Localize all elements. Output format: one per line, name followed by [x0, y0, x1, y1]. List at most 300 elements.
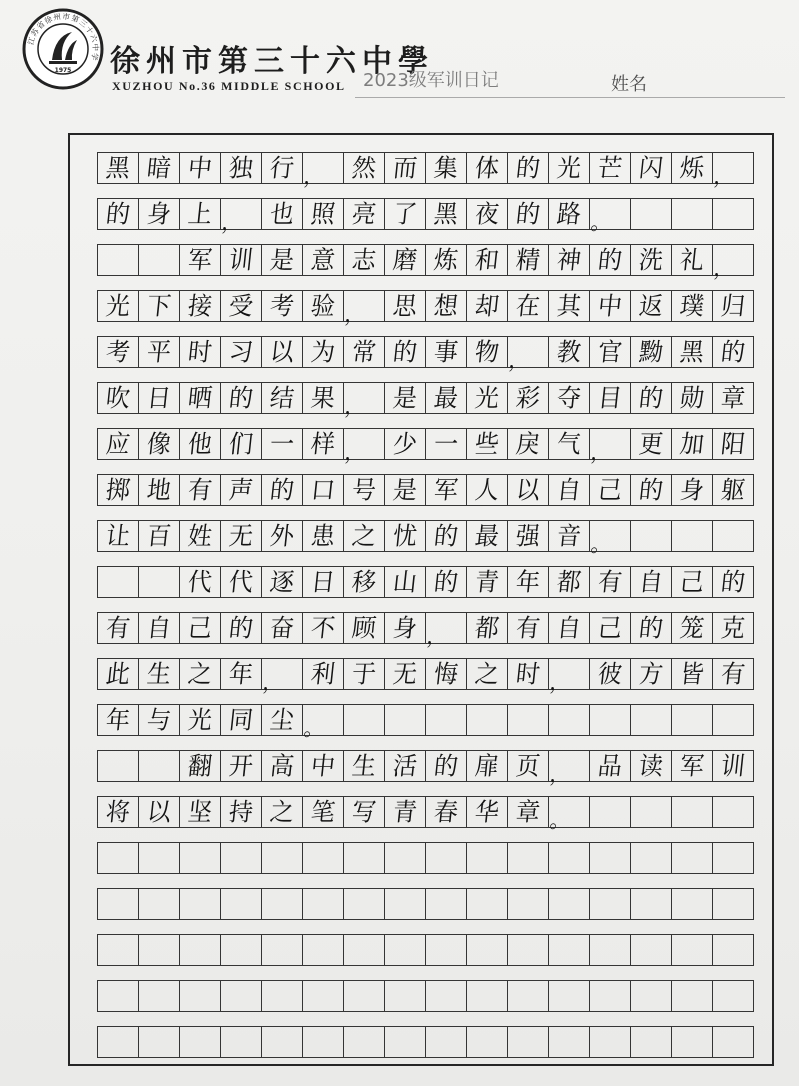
handwritten-character: 青	[473, 567, 501, 597]
handwritten-character: 芒	[596, 153, 624, 183]
grid-cell	[672, 198, 713, 230]
grid-cell	[467, 290, 508, 322]
grid-cell	[508, 888, 549, 920]
handwritten-character: 生	[145, 659, 173, 689]
handwritten-character: 身	[391, 613, 419, 643]
handwritten-character: 礼	[678, 245, 706, 275]
grid-cell	[713, 290, 754, 322]
grid-cell	[549, 428, 590, 460]
handwritten-character: 晒	[186, 383, 214, 413]
grid-row	[97, 244, 753, 281]
grid-row	[97, 336, 753, 373]
handwritten-character: 有	[719, 659, 747, 689]
grid-cell	[385, 198, 426, 230]
grid-cell	[672, 428, 713, 460]
grid-cell	[549, 198, 590, 230]
grid-cell	[221, 336, 262, 368]
grid-cell	[549, 336, 590, 368]
handwritten-character: 持	[227, 797, 255, 827]
grid-cell	[344, 336, 385, 368]
grid-cell	[507, 336, 549, 373]
handwritten-character: 。	[548, 807, 572, 833]
grid-cell	[508, 612, 549, 644]
handwritten-character: 结	[268, 383, 296, 413]
handwritten-character: 华	[473, 797, 501, 827]
grid-cell	[139, 198, 180, 230]
handwritten-character: 璞	[678, 291, 706, 321]
grid-cell	[221, 934, 262, 966]
handwritten-character: 彼	[596, 659, 624, 689]
grid-cell	[713, 612, 754, 644]
grid-cell	[343, 382, 385, 419]
handwritten-character: 验	[309, 291, 337, 321]
grid-cell	[549, 152, 590, 184]
grid-cell	[426, 934, 467, 966]
grid-cell	[549, 888, 590, 920]
grid-cell	[385, 336, 426, 368]
grid-row	[97, 152, 753, 189]
grid-cell	[425, 612, 467, 649]
handwritten-character: 最	[432, 383, 460, 413]
handwritten-character: 阳	[719, 429, 747, 459]
grid-cell	[426, 796, 467, 828]
grid-cell	[262, 612, 303, 644]
grid-cell	[713, 474, 754, 506]
grid-cell	[713, 1026, 754, 1058]
grid-cell	[98, 520, 139, 552]
handwritten-character: 的	[637, 383, 665, 413]
grid-cell	[98, 750, 139, 782]
handwritten-character: 物	[473, 337, 501, 367]
grid-cell	[221, 842, 262, 874]
handwritten-character: 最	[473, 521, 501, 551]
handwritten-character: 暗	[145, 153, 173, 183]
grid-cell	[262, 980, 303, 1012]
handwritten-character: 皆	[678, 659, 706, 689]
grid-cell	[713, 428, 754, 460]
grid-cell	[344, 842, 385, 874]
grid-cell	[672, 658, 713, 690]
grid-cell	[180, 152, 221, 184]
grid-cell	[426, 888, 467, 920]
handwritten-character: ，	[548, 761, 572, 787]
grid-cell	[98, 1026, 139, 1058]
handwritten-character: 行	[268, 153, 296, 183]
grid-cell	[590, 474, 631, 506]
handwritten-character: 不	[309, 613, 337, 643]
grid-cell	[344, 704, 385, 736]
grid-row	[97, 750, 753, 787]
grid-cell	[631, 520, 672, 552]
handwritten-character: 品	[596, 751, 624, 781]
grid-cell	[180, 290, 221, 322]
diary-title: 2023级军训日记	[363, 70, 499, 91]
grid-cell	[549, 1026, 590, 1058]
grid-cell	[98, 336, 139, 368]
grid-cell	[221, 474, 262, 506]
grid-cell	[426, 842, 467, 874]
grid-cell	[262, 474, 303, 506]
handwritten-character: 页	[514, 751, 542, 781]
grid-cell	[590, 382, 631, 414]
grid-cell	[385, 980, 426, 1012]
handwritten-character: 的	[227, 383, 255, 413]
grid-cell	[262, 888, 303, 920]
grid-row	[97, 888, 753, 920]
grid-cell	[139, 474, 180, 506]
grid-cell	[385, 934, 426, 966]
handwritten-character: 之	[473, 659, 501, 689]
grid-cell	[426, 152, 467, 184]
grid-cell	[631, 888, 672, 920]
handwritten-character: 之	[350, 521, 378, 551]
grid-cell	[385, 842, 426, 874]
name-label: 姓名	[611, 74, 647, 95]
grid-cell	[180, 842, 221, 874]
grid-cell	[262, 336, 303, 368]
handwritten-character: 一	[268, 429, 296, 459]
grid-cell	[303, 198, 344, 230]
grid-cell	[139, 290, 180, 322]
handwritten-character: 与	[145, 705, 173, 735]
grid-row	[97, 566, 753, 598]
grid-cell	[344, 888, 385, 920]
grid-cell	[180, 566, 221, 598]
handwritten-character: 以	[145, 797, 173, 827]
handwritten-character: 章	[719, 383, 747, 413]
grid-cell	[549, 980, 590, 1012]
handwritten-character: 军	[186, 245, 214, 275]
grid-cell	[98, 382, 139, 414]
grid-cell	[589, 520, 631, 557]
handwritten-character: ，	[343, 301, 367, 327]
handwritten-character: 黑	[104, 153, 132, 183]
grid-cell	[139, 566, 180, 598]
handwritten-character: 都	[555, 567, 583, 597]
grid-cell	[549, 934, 590, 966]
handwritten-character: 年	[104, 705, 132, 735]
grid-cell	[303, 750, 344, 782]
grid-cell	[139, 336, 180, 368]
handwritten-character: 果	[309, 383, 337, 413]
grid-row	[97, 198, 753, 235]
grid-cell	[303, 244, 344, 276]
handwritten-character: 此	[104, 659, 132, 689]
handwritten-character: 青	[391, 797, 419, 827]
grid-cell	[426, 658, 467, 690]
grid-row	[97, 658, 753, 695]
handwritten-character: 。	[589, 209, 613, 235]
grid-cell	[344, 474, 385, 506]
grid-cell	[98, 474, 139, 506]
grid-cell	[713, 704, 754, 736]
handwritten-character: ，	[712, 163, 736, 189]
handwritten-character: 接	[186, 291, 214, 321]
grid-cell	[426, 750, 467, 782]
grid-cell	[508, 796, 549, 828]
grid-cell	[180, 980, 221, 1012]
grid-cell	[344, 980, 385, 1012]
grid-cell	[180, 198, 221, 230]
grid-row	[97, 290, 753, 327]
grid-cell	[467, 612, 508, 644]
grid-cell	[303, 612, 344, 644]
handwritten-character: 让	[104, 521, 132, 551]
handwritten-character: 黑	[678, 337, 706, 367]
handwritten-character: 和	[473, 245, 501, 275]
handwritten-character: 时	[186, 337, 214, 367]
grid-cell	[139, 842, 180, 874]
grid-cell	[221, 888, 262, 920]
handwritten-character: 忧	[391, 521, 419, 551]
grid-cell	[508, 198, 549, 230]
grid-cell	[303, 658, 344, 690]
grid-cell	[508, 658, 549, 690]
grid-cell	[467, 474, 508, 506]
grid-cell	[631, 244, 672, 276]
grid-row	[97, 934, 753, 966]
grid-cell	[713, 888, 754, 920]
handwritten-character: ，	[589, 439, 613, 465]
handwritten-character: 活	[391, 751, 419, 781]
handwritten-character: 的	[719, 337, 747, 367]
handwritten-character: 照	[309, 199, 337, 229]
handwritten-character: 写	[350, 797, 378, 827]
grid-cell	[631, 704, 672, 736]
grid-cell	[385, 244, 426, 276]
grid-cell	[385, 152, 426, 184]
handwritten-character: 官	[596, 337, 624, 367]
grid-cell	[180, 750, 221, 782]
grid-cell	[590, 842, 631, 874]
handwritten-character: ，	[343, 393, 367, 419]
grid-cell	[713, 796, 754, 828]
grid-cell	[180, 658, 221, 690]
handwritten-character: 考	[268, 291, 296, 321]
handwritten-character: 些	[473, 429, 501, 459]
handwritten-character: 亮	[350, 199, 378, 229]
handwritten-character: 思	[391, 291, 419, 321]
handwritten-character: 笼	[678, 613, 706, 643]
grid-cell	[139, 520, 180, 552]
handwritten-character: 磨	[391, 245, 419, 275]
grid-cell	[467, 704, 508, 736]
handwritten-character: 同	[227, 705, 255, 735]
grid-cell	[426, 1026, 467, 1058]
handwritten-character: 逐	[268, 567, 296, 597]
handwritten-character: 想	[432, 291, 460, 321]
grid-cell	[713, 198, 754, 230]
grid-cell	[672, 796, 713, 828]
grid-cell	[385, 474, 426, 506]
grid-cell	[713, 750, 754, 782]
handwritten-character: ，	[302, 163, 326, 189]
grid-cell	[672, 842, 713, 874]
handwritten-character: 时	[514, 659, 542, 689]
handwritten-character: 的	[596, 245, 624, 275]
grid-cell	[508, 934, 549, 966]
grid-cell	[385, 704, 426, 736]
grid-row	[97, 796, 753, 833]
grid-cell	[631, 198, 672, 230]
grid-cell	[672, 1026, 713, 1058]
handwritten-character: 像	[145, 429, 173, 459]
grid-cell	[139, 612, 180, 644]
grid-cell	[221, 244, 262, 276]
handwritten-character: 了	[391, 199, 419, 229]
handwritten-character: 有	[596, 567, 624, 597]
grid-cell	[631, 336, 672, 368]
grid-cell	[344, 658, 385, 690]
grid-cell	[508, 566, 549, 598]
handwritten-character: 在	[514, 291, 542, 321]
grid-cell	[385, 888, 426, 920]
grid-cell	[220, 198, 262, 235]
grid-cell	[712, 152, 754, 189]
grid-cell	[139, 750, 180, 782]
grid-cell	[426, 382, 467, 414]
grid-cell	[344, 1026, 385, 1058]
grid-cell	[139, 428, 180, 460]
handwritten-character: 的	[514, 199, 542, 229]
handwritten-character: ，	[507, 347, 531, 373]
handwritten-character: 光	[555, 153, 583, 183]
grid-cell	[385, 1026, 426, 1058]
grid-row	[97, 382, 753, 419]
handwritten-character: 山	[391, 567, 419, 597]
grid-cell	[426, 474, 467, 506]
grid-cell	[221, 520, 262, 552]
handwritten-character: 顾	[350, 613, 378, 643]
grid-row	[97, 1026, 753, 1058]
grid-cell	[344, 244, 385, 276]
grid-cell	[139, 980, 180, 1012]
grid-cell	[467, 658, 508, 690]
grid-cell	[385, 428, 426, 460]
writing-grid	[68, 133, 774, 1066]
grid-cell	[180, 382, 221, 414]
handwritten-character: 自	[555, 475, 583, 505]
grid-cell	[467, 382, 508, 414]
grid-cell	[302, 704, 344, 741]
grid-row	[97, 428, 753, 465]
grid-cell	[712, 244, 754, 281]
grid-cell	[426, 198, 467, 230]
grid-cell	[508, 520, 549, 552]
grid-cell	[508, 750, 549, 782]
handwritten-character: 的	[104, 199, 132, 229]
grid-cell	[590, 566, 631, 598]
grid-cell	[713, 520, 754, 552]
grid-cell	[344, 934, 385, 966]
handwritten-character: 己	[596, 475, 624, 505]
grid-cell	[262, 244, 303, 276]
handwritten-character: 之	[186, 659, 214, 689]
grid-cell	[467, 244, 508, 276]
handwritten-character: 以	[268, 337, 296, 367]
handwritten-character: 应	[104, 429, 132, 459]
grid-cell	[303, 520, 344, 552]
grid-cell	[631, 934, 672, 966]
handwritten-character: 中	[186, 153, 214, 183]
grid-cell	[590, 290, 631, 322]
handwritten-character: 夜	[473, 199, 501, 229]
grid-cell	[426, 244, 467, 276]
handwritten-character: 是	[391, 475, 419, 505]
grid-row	[97, 474, 753, 506]
handwritten-character: 悔	[432, 659, 460, 689]
grid-cell	[385, 750, 426, 782]
handwritten-character: 训	[227, 245, 255, 275]
grid-cell	[590, 934, 631, 966]
grid-cell	[672, 750, 713, 782]
handwritten-character: 己	[596, 613, 624, 643]
handwritten-character: 是	[391, 383, 419, 413]
grid-cell	[589, 198, 631, 235]
grid-cell	[713, 842, 754, 874]
grid-cell	[549, 474, 590, 506]
handwritten-character: 移	[350, 567, 378, 597]
grid-cell	[631, 428, 672, 460]
handwritten-character: 年	[227, 659, 255, 689]
grid-cell	[508, 290, 549, 322]
grid-cell	[180, 934, 221, 966]
handwritten-character: 也	[268, 199, 296, 229]
grid-cell	[98, 152, 139, 184]
grid-cell	[344, 198, 385, 230]
grid-cell	[139, 382, 180, 414]
grid-cell	[262, 704, 303, 736]
handwritten-character: 的	[637, 613, 665, 643]
grid-cell	[590, 704, 631, 736]
handwritten-character: 将	[104, 797, 132, 827]
grid-cell	[139, 796, 180, 828]
grid-cell	[180, 520, 221, 552]
handwritten-character: 的	[719, 567, 747, 597]
handwritten-character: 克	[719, 613, 747, 643]
grid-cell	[672, 474, 713, 506]
grid-cell	[262, 1026, 303, 1058]
handwritten-character: 口	[309, 475, 337, 505]
handwritten-character: 有	[514, 613, 542, 643]
grid-cell	[549, 244, 590, 276]
grid-cell	[139, 888, 180, 920]
handwritten-character: 的	[227, 613, 255, 643]
grid-cell	[426, 704, 467, 736]
grid-cell	[385, 796, 426, 828]
grid-cell	[590, 336, 631, 368]
grid-cell	[385, 658, 426, 690]
grid-cell	[344, 796, 385, 828]
grid-cell	[98, 198, 139, 230]
handwritten-character: 气	[555, 429, 583, 459]
handwritten-character: 音	[555, 521, 583, 551]
grid-cell	[631, 1026, 672, 1058]
handwritten-character: ，	[548, 669, 572, 695]
grid-cell	[426, 428, 467, 460]
handwritten-character: 百	[145, 521, 173, 551]
handwritten-character: 无	[227, 521, 255, 551]
grid-cell	[467, 842, 508, 874]
handwritten-character: 人	[473, 475, 501, 505]
grid-cell	[549, 290, 590, 322]
grid-row	[97, 842, 753, 874]
grid-cell	[303, 980, 344, 1012]
handwritten-character: 加	[678, 429, 706, 459]
handwritten-character: 章	[514, 797, 542, 827]
grid-cell	[139, 152, 180, 184]
grid-cell	[262, 198, 303, 230]
